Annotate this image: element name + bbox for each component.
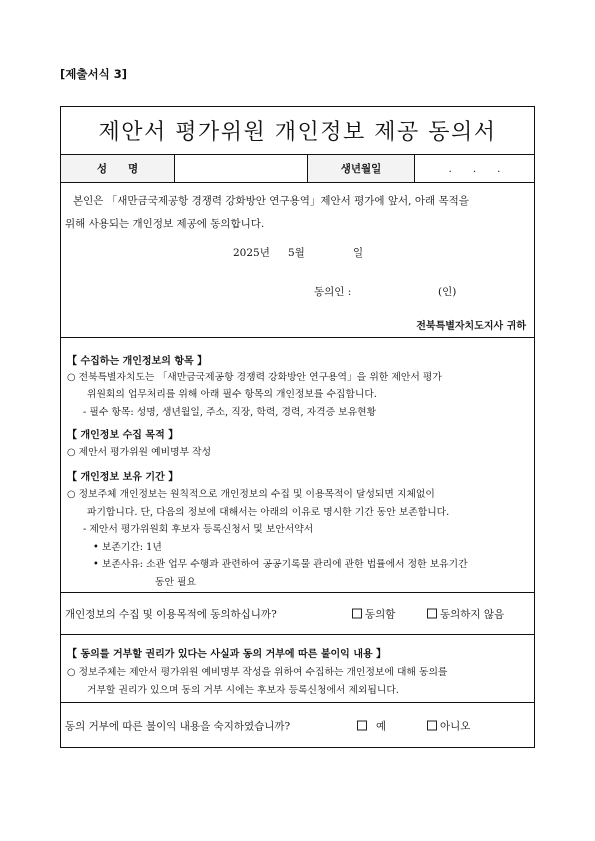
no-label: 아니오	[440, 720, 471, 733]
disagree-option[interactable]	[427, 606, 504, 621]
name-label: 성 명	[61, 155, 175, 182]
question-collect-consent	[61, 593, 534, 635]
birthdate-field[interactable]: . . .	[448, 163, 501, 175]
no-checkbox[interactable]	[427, 721, 437, 731]
refusal-rights-section	[61, 635, 534, 703]
title-row	[61, 107, 534, 155]
personal-info-row	[61, 155, 534, 183]
retention-line-1: ○ 정보주체 개인정보는 원칙적으로 개인정보의 수집 및 이용목적이 달성되면 지체없이	[67, 489, 435, 500]
question-1-text: 개인정보의 수집 및 이용목적에 동의하십니까?	[65, 608, 277, 620]
refusal-heading: 【 동의를 거부할 권리가 있다는 사실과 동의 거부에 따른 불이익 내용 】	[67, 649, 387, 660]
retention-line-2: 파기합니다. 단, 다음의 정보에 대해서는 아래의 이유로 명시한 기간 동안 보존합니다.	[87, 507, 450, 518]
disagree-label: 동의하지 않음	[440, 608, 505, 620]
signer-label: 동의인 :	[314, 286, 352, 298]
consent-form	[60, 106, 535, 748]
disagree-checkbox[interactable]	[427, 608, 437, 618]
date-month: 5월	[288, 247, 305, 259]
collect-items-required: - 필수 항목: 성명, 생년월일, 주소, 직장, 학력, 경력, 자격증 보유현황	[83, 407, 377, 418]
form-number-label: [제출서식 3]	[60, 67, 127, 81]
form-title: 제안서 평가위원 개인정보 제공 동의서	[98, 120, 497, 145]
date-day: 일	[353, 247, 364, 259]
no-option[interactable]	[427, 719, 470, 734]
consent-line-2: 위해 사용되는 개인정보 제공에 동의합니다.	[65, 218, 265, 230]
purpose-line-1: ○ 제안서 평가위원 예비명부 작성	[67, 447, 212, 458]
refusal-line-2: 거부할 권리가 있으며 동의 거부 시에는 후보자 등록신청에서 제외됩니다.	[87, 685, 399, 696]
retention-period: • 보존기간: 1년	[93, 542, 162, 553]
retention-line-3: - 제안서 평가위원회 후보자 등록신청서 및 보안서약서	[83, 524, 314, 535]
yes-checkbox[interactable]	[357, 721, 367, 731]
birthdate-label: 생년월일	[308, 155, 415, 182]
collect-items-line-1: ○ 전북특별자치도는 「새만금국제공항 경쟁력 강화방안 연구용역」을 위한 제안서 평가	[67, 372, 442, 383]
question-2-text: 동의 거부에 따른 불이익 내용을 숙지하였습니까?	[65, 720, 291, 733]
purpose-heading: 【 개인정보 수집 목적 】	[67, 430, 179, 441]
yes-label: 예	[376, 720, 387, 733]
date-year: 2025년	[233, 247, 270, 259]
agree-label: 동의함	[365, 608, 396, 620]
agree-option[interactable]	[352, 606, 395, 621]
collect-items-line-2: 위원회의 업무처리를 위해 아래 필수 항목의 개인정보를 수집합니다.	[87, 389, 377, 400]
name-field[interactable]	[175, 155, 308, 182]
question-disadvantage-acknowledged	[61, 703, 534, 749]
addressee: 전북특별자치도지사 귀하	[416, 321, 526, 332]
privacy-details-section	[61, 338, 534, 593]
refusal-line-1: ○ 정보주체는 제안서 평가위원 예비명부 작성을 위하여 수집하는 개인정보에 대해 동의를	[67, 667, 448, 678]
retention-heading: 【 개인정보 보유 기간 】	[67, 472, 179, 483]
collect-items-heading: 【 수집하는 개인정보의 항목 】	[67, 356, 208, 367]
retention-reason: • 보존사유: 소관 업무 수행과 관련하여 공공기록물 관리에 관한 법률에서 정한 보유기간	[93, 559, 468, 570]
agree-checkbox[interactable]	[352, 608, 362, 618]
consent-statement-section	[61, 183, 534, 338]
yes-option[interactable]	[357, 719, 386, 734]
consent-line-1: 본인은 「새만금국제공항 경쟁력 강화방안 연구용역」제안서 평가에 앞서, 아래 목적을	[73, 195, 469, 207]
retention-reason-cont: 동안 필요	[155, 577, 196, 588]
seal-mark: (인)	[438, 286, 457, 298]
